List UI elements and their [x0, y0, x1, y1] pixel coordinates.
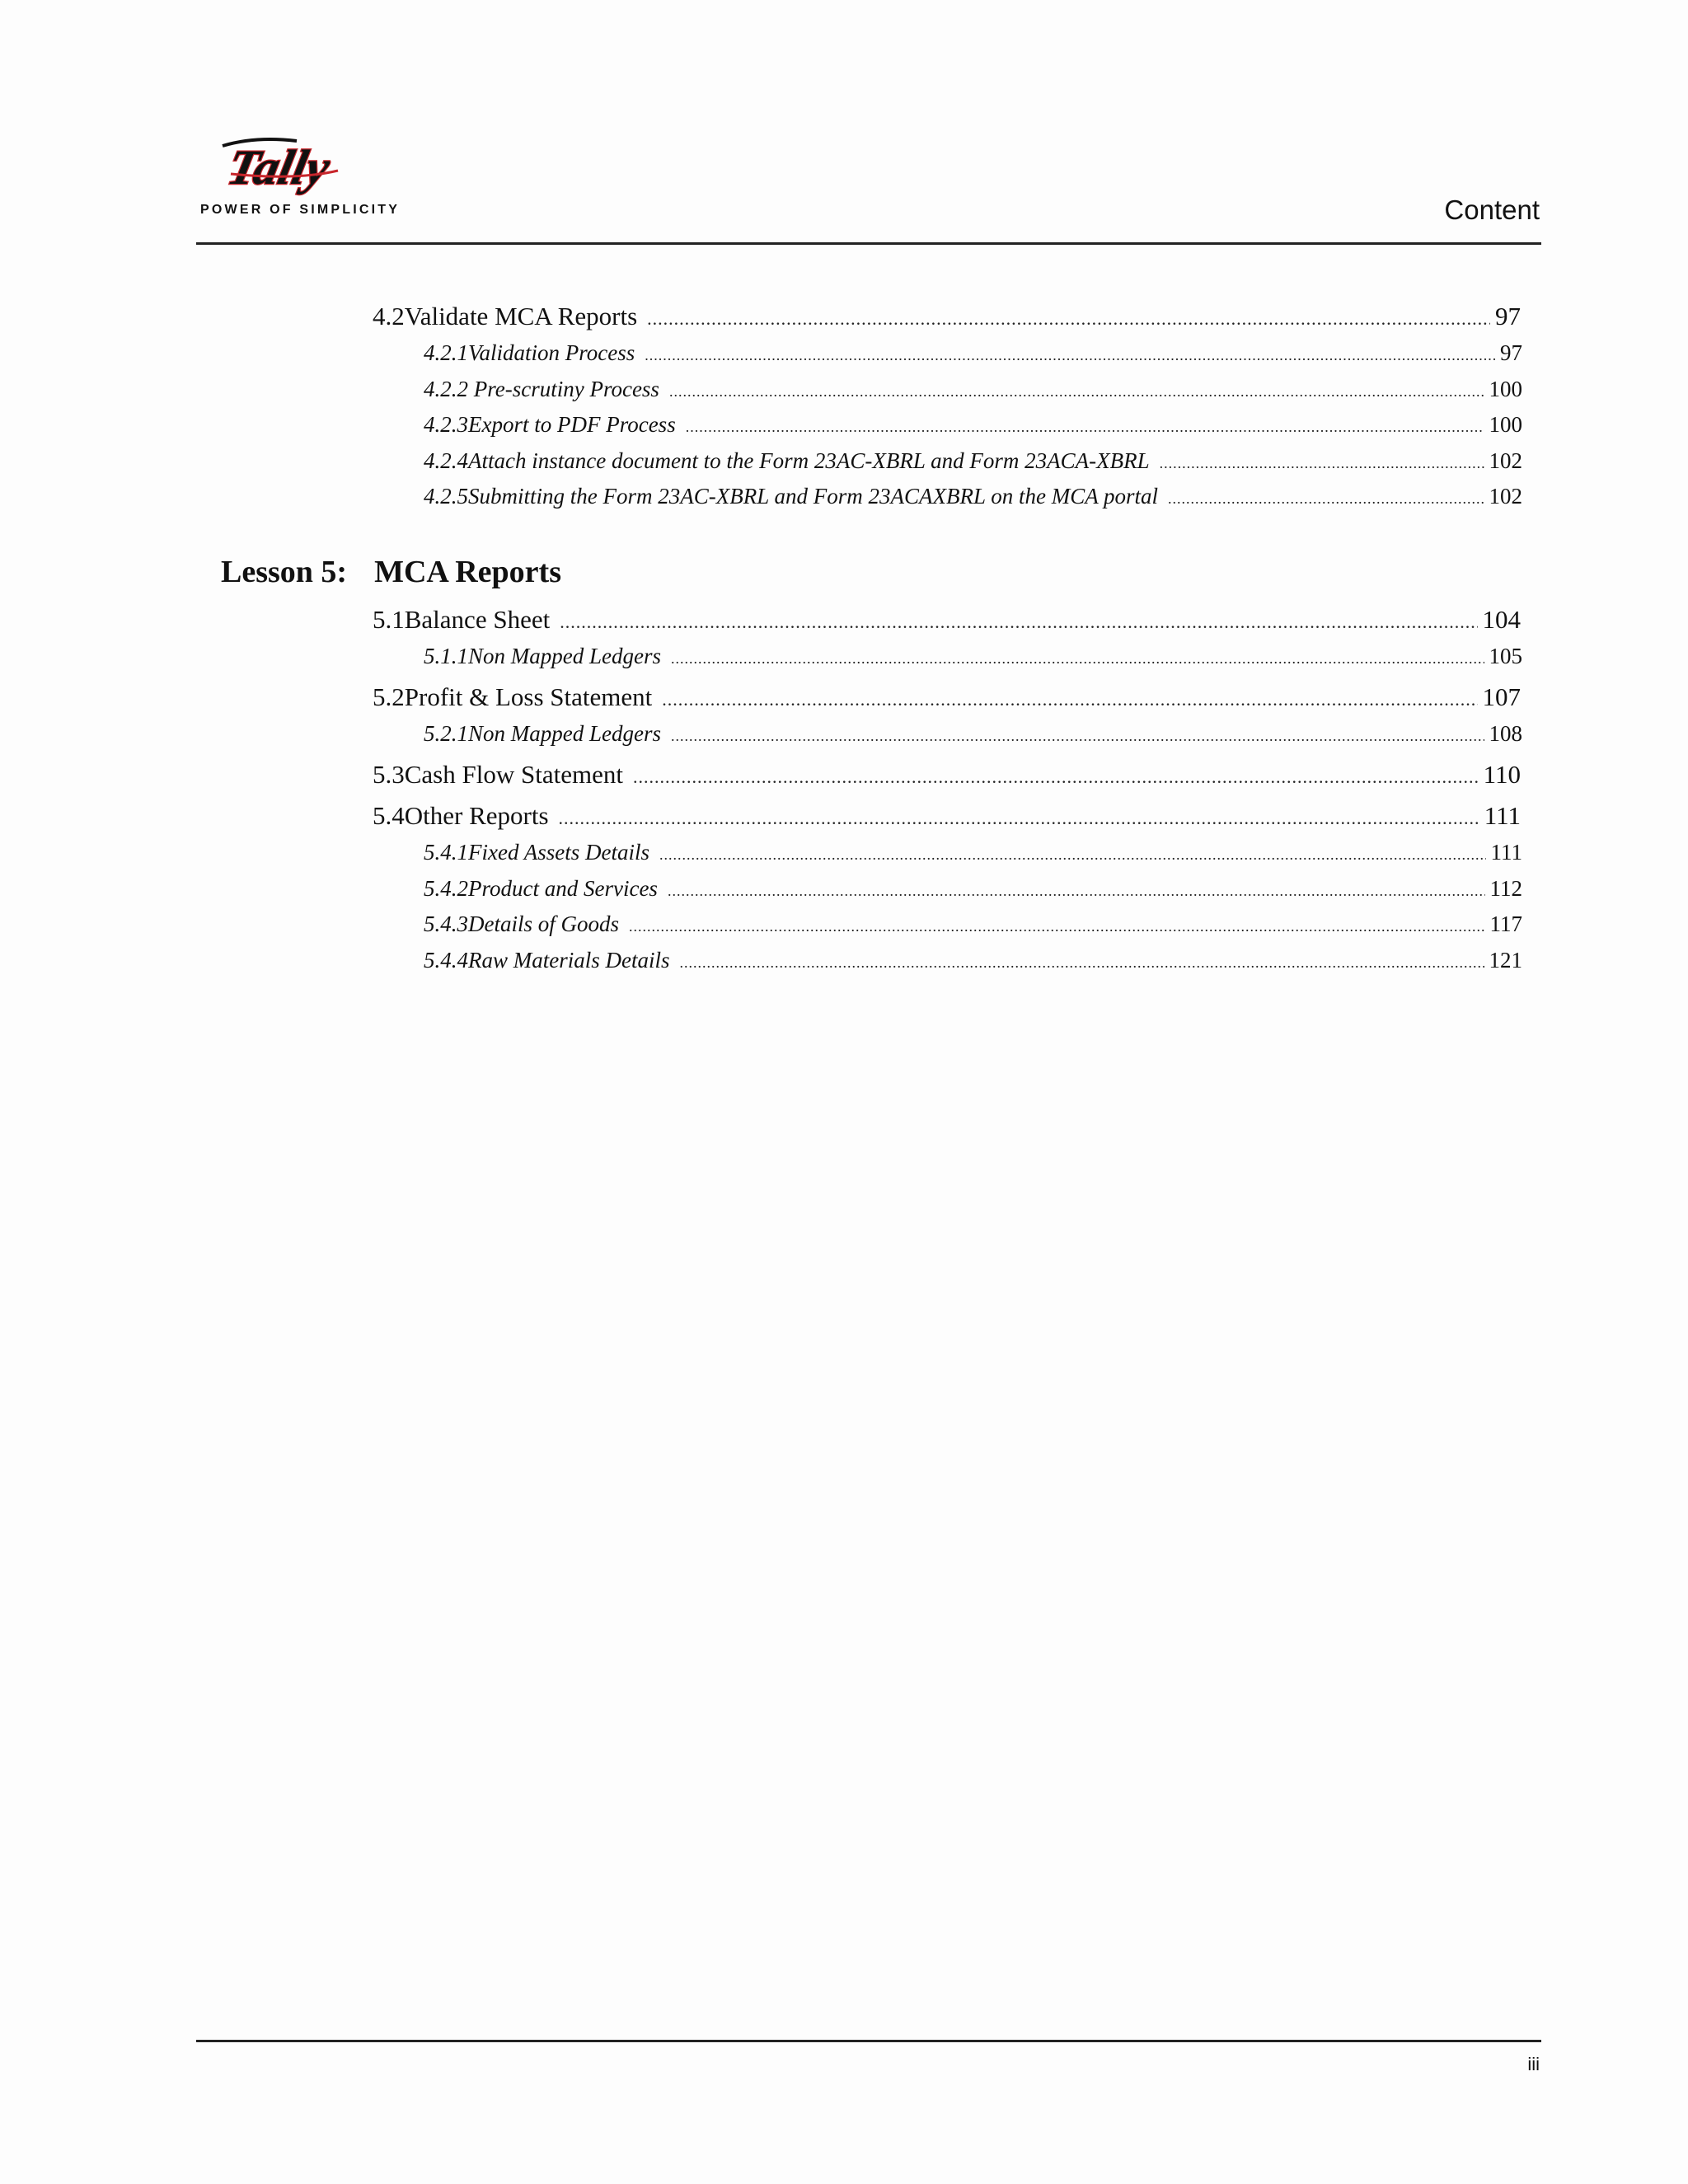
toc-page: 97 — [1500, 340, 1522, 365]
toc-title: Submitting the Form 23AC-XBRL and Form 23ACAXBRL on the MCA portal — [468, 484, 1158, 509]
toc-page: 111 — [1490, 840, 1522, 865]
toc-page: 97 — [1495, 302, 1521, 330]
toc-page: 117 — [1489, 912, 1522, 936]
toc-title: Validate MCA Reports — [404, 302, 638, 330]
lesson-title: MCA Reports — [374, 555, 561, 589]
toc-entry[interactable] — [424, 412, 1522, 438]
toc-number: 5.4.2 — [424, 876, 468, 901]
section-label: Content — [1444, 194, 1540, 225]
toc-leader-dots — [680, 954, 1484, 972]
toc-title: Product and Services — [468, 876, 658, 901]
toc-number: 5.1 — [373, 605, 405, 634]
lesson-label: Lesson 5: — [221, 555, 348, 589]
toc-page: 102 — [1489, 484, 1522, 509]
toc-number: 5.1.1 — [424, 644, 468, 668]
toc-number: 4.2.2 — [424, 377, 468, 401]
toc-title: Raw Materials Details — [468, 948, 670, 972]
logo-wordmark: Tally — [223, 140, 335, 195]
toc-entry[interactable] — [424, 876, 1522, 902]
toc-page: 100 — [1489, 377, 1522, 401]
toc-title: Validation Process — [468, 340, 635, 365]
toc-entry[interactable] — [373, 605, 1521, 635]
toc-leader-dots — [645, 347, 1495, 364]
toc-leader-dots — [671, 650, 1484, 668]
toc-page: 107 — [1482, 682, 1521, 711]
toc-title: Cash Flow Statement — [404, 760, 623, 789]
toc-leader-dots — [647, 308, 1490, 330]
toc-page: 100 — [1489, 412, 1522, 437]
toc-leader-dots — [659, 846, 1486, 864]
toc-entry[interactable] — [373, 302, 1521, 331]
toc-leader-dots — [1160, 455, 1484, 472]
toc-leader-dots — [671, 728, 1484, 745]
toc-number: 5.4.1 — [424, 840, 468, 865]
toc-title: Attach instance document to the Form 23AC-XBRL and Form 23ACA-XBRL — [468, 448, 1150, 473]
toc-title: Other Reports — [404, 801, 549, 830]
toc-number: 4.2.1 — [424, 340, 468, 365]
toc-number: 5.4.3 — [424, 912, 468, 936]
toc-page: 111 — [1484, 801, 1521, 830]
logo-tagline: POWER OF SIMPLICITY — [200, 203, 401, 217]
toc-entry[interactable] — [424, 377, 1522, 402]
toc-number: 4.2 — [373, 302, 405, 330]
toc-number: 4.2.5 — [424, 484, 468, 509]
toc-page: 104 — [1482, 605, 1521, 634]
toc-entry[interactable] — [424, 484, 1522, 509]
toc-leader-dots — [669, 383, 1484, 401]
toc-entry[interactable] — [424, 840, 1522, 865]
toc-number: 5.2.1 — [424, 721, 468, 746]
toc-title: Pre-scrutiny Process — [468, 377, 659, 401]
toc-entry[interactable] — [424, 721, 1522, 747]
toc-entry[interactable] — [373, 682, 1521, 712]
toc-leader-dots — [1168, 490, 1484, 508]
toc-page: 105 — [1489, 644, 1522, 668]
toc-page: 102 — [1489, 448, 1522, 473]
page-number: iii — [1527, 2054, 1540, 2074]
toc-number: 4.2.4 — [424, 448, 468, 473]
toc-leader-dots — [662, 689, 1477, 710]
footer-rule — [196, 2040, 1541, 2042]
toc-page: 108 — [1489, 721, 1522, 746]
toc-entry[interactable] — [424, 644, 1522, 669]
toc-title: Export to PDF Process — [468, 412, 676, 437]
toc-entry[interactable] — [424, 948, 1522, 973]
toc-title: Balance Sheet — [404, 605, 551, 634]
toc-leader-dots — [559, 808, 1479, 829]
header-rule — [196, 242, 1541, 245]
toc-entry[interactable] — [424, 912, 1522, 937]
toc-entry[interactable] — [424, 340, 1522, 366]
toc-leader-dots — [629, 918, 1484, 935]
toc-leader-dots — [668, 883, 1485, 900]
toc-title: Non Mapped Ledgers — [468, 721, 661, 746]
toc-number: 5.3 — [373, 760, 405, 789]
toc-number: 4.2.3 — [424, 412, 468, 437]
toc-entry[interactable] — [424, 448, 1522, 474]
toc-title: Fixed Assets Details — [468, 840, 649, 865]
toc-number: 5.2 — [373, 682, 405, 711]
toc-page: 121 — [1489, 948, 1522, 972]
toc-number: 5.4.4 — [424, 948, 468, 972]
toc-leader-dots — [560, 612, 1477, 633]
lesson-heading[interactable] — [221, 554, 561, 590]
toc-entry[interactable] — [373, 760, 1521, 790]
toc-page: 110 — [1483, 760, 1521, 789]
toc-page: 112 — [1489, 876, 1522, 901]
toc-title: Profit & Loss Statement — [404, 682, 653, 711]
toc-title: Details of Goods — [468, 912, 620, 936]
toc-title: Non Mapped Ledgers — [468, 644, 661, 668]
toc-number: 5.4 — [373, 801, 405, 830]
toc-leader-dots — [686, 419, 1484, 436]
toc-entry[interactable] — [373, 801, 1521, 831]
toc-leader-dots — [633, 766, 1479, 788]
